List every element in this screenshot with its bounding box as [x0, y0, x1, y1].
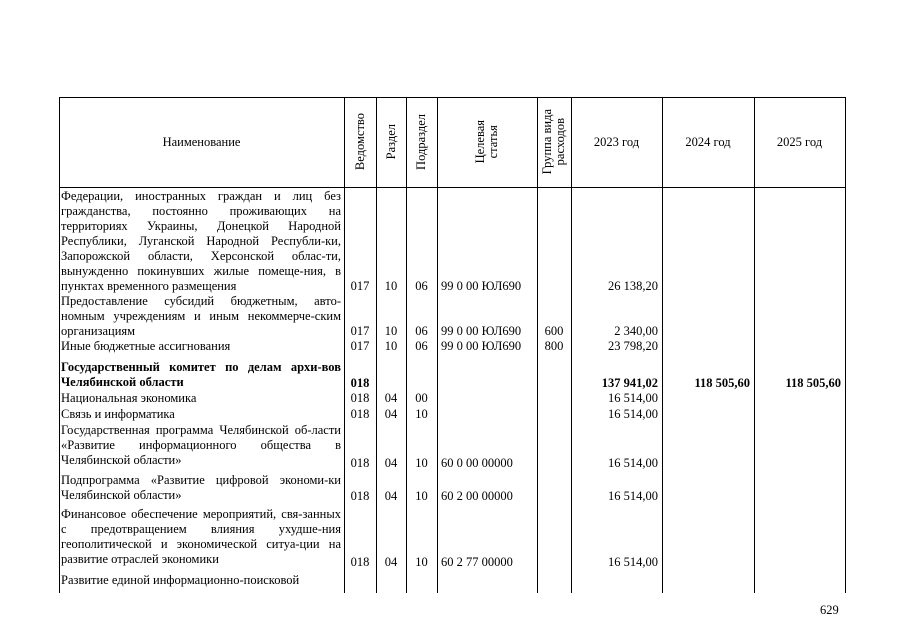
cell-podrazdel: 06: [415, 324, 428, 338]
header-gvr: Группа вида расходов: [540, 109, 567, 175]
cell-stat: 99 0 00 ЮЛ690: [441, 339, 522, 353]
header-2025: 2025 год: [776, 134, 823, 149]
cell-2023: 16 514,00: [608, 391, 658, 405]
header-name: Наименование: [162, 134, 241, 149]
cell-2023: 16 514,00: [608, 407, 658, 421]
cell-2023: 23 798,20: [608, 339, 658, 353]
cell-ved: 018: [350, 489, 370, 503]
cell-razdel: 04: [384, 555, 398, 569]
cell-stat: 99 0 00 ЮЛ690: [441, 324, 522, 338]
cell-gvr: 600: [544, 324, 564, 338]
row-name: Развитие единой информационно-поисковой: [61, 573, 300, 587]
cell-podrazdel: 10: [415, 456, 428, 470]
row-name: Национальная экономика: [61, 391, 197, 405]
cell-razdel: 04: [384, 407, 398, 421]
page-number: 629: [820, 603, 839, 617]
cell-stat: 99 0 00 ЮЛ690: [441, 279, 522, 293]
cell-2025: 118 505,60: [785, 376, 841, 390]
cell-2023: 26 138,20: [608, 279, 658, 293]
row-name: Федерации, иностранных граждан и лиц без гражданства, постоянно проживающих на территориях Украины, Донецкой Народной Республики, Луганской Народной Республи-ки, Запорожской области, Херсонской облас-ти, вынужденно покинувших жилые помеще-ния, в пунктах временного размещения: [61, 189, 341, 293]
row-name: Государственная программа Челябинской об-ласти «Развитие информационного общества в Челябинской области»: [61, 423, 341, 467]
cell-ved: 018: [350, 555, 370, 569]
cell-ved: 017: [350, 339, 370, 353]
cell-podrazdel: 06: [415, 279, 428, 293]
header-razdel: Раздел: [383, 124, 398, 160]
cell-podrazdel: 10: [415, 407, 428, 421]
cell-podrazdel: 00: [415, 391, 428, 405]
row-name: Иные бюджетные ассигнования: [61, 339, 231, 353]
cell-podrazdel: 06: [415, 339, 428, 353]
header-ved: Ведомство: [352, 113, 367, 171]
row-name: Связь и информатика: [61, 407, 175, 421]
header-podrazdel: Подраздел: [414, 114, 428, 170]
cell-razdel: 10: [384, 279, 398, 293]
cell-ved: 018: [350, 376, 370, 390]
cell-podrazdel: 10: [415, 489, 428, 503]
row-name: Государственный комитет по делам архи-вов Челябинской области: [61, 360, 341, 389]
cell-razdel: 04: [384, 456, 398, 470]
cell-stat: 60 2 00 00000: [441, 489, 513, 503]
cell-gvr: 800: [544, 339, 564, 353]
cell-razdel: 10: [384, 324, 398, 338]
cell-ved: 018: [350, 456, 370, 470]
header-stat: Целевая статья: [473, 120, 500, 164]
cell-2023: 16 514,00: [608, 456, 658, 470]
cell-2023: 137 941,02: [601, 376, 658, 390]
cell-ved: 018: [350, 391, 370, 405]
cell-razdel: 04: [384, 391, 398, 405]
header-2024: 2024 год: [685, 134, 731, 149]
cell-stat: 60 2 77 00000: [441, 555, 513, 569]
cell-ved: 017: [350, 279, 370, 293]
cell-stat: 60 0 00 00000: [441, 456, 513, 470]
col-border: [845, 97, 846, 593]
budget-table: [59, 97, 846, 593]
row-name: Предоставление субсидий бюджетным, авто-номным учреждениям и иным некоммерче-ским организациям: [61, 294, 341, 338]
row-name: Подпрограмма «Развитие цифровой экономи-ки Челябинской области»: [61, 473, 341, 502]
header-2023: 2023 год: [593, 134, 640, 149]
cell-razdel: 04: [384, 489, 398, 503]
cell-podrazdel: 10: [415, 555, 428, 569]
cell-2023: 16 514,00: [608, 489, 658, 503]
cell-ved: 017: [350, 324, 370, 338]
row-name: Финансовое обеспечение мероприятий, свя-занных с предотвращением влияния ухудше-ния геополитической и экономической ситуа-ции на развитие отраслей экономики: [61, 507, 341, 566]
cell-ved: 018: [350, 407, 370, 421]
cell-2023: 16 514,00: [608, 555, 658, 569]
header-bottom-border: [59, 187, 846, 188]
cell-razdel: 10: [384, 339, 398, 353]
cell-2024: 118 505,60: [694, 376, 750, 390]
cell-2023: 2 340,00: [614, 324, 658, 338]
